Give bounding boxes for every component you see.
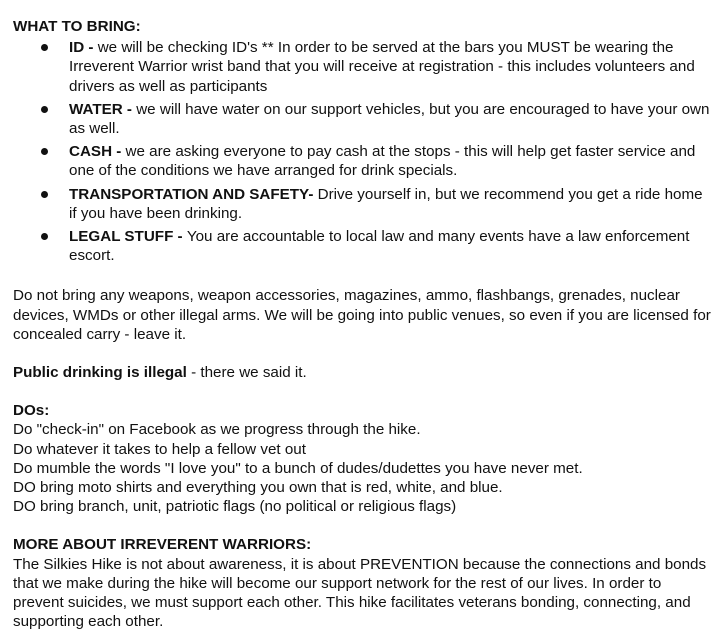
- bullet-icon: [41, 233, 48, 240]
- bullet-icon: [41, 191, 48, 198]
- about-heading: MORE ABOUT IRREVERENT WARRIORS:: [13, 536, 312, 554]
- dos-line: Do "check-in" on Facebook as we progress through the hike.: [13, 421, 421, 439]
- what-to-bring-list: [13, 38, 712, 265]
- item-label: LEGAL STUFF -: [69, 228, 187, 246]
- item-text: we will be checking ID's ** In order to be served at the bars you MUST be wearing the Irreverent Warrior wrist band that you will receive at registration - this includes volunteers and drivers as well as participants: [69, 39, 695, 95]
- bullet-icon: [41, 106, 48, 113]
- item-label: ID -: [69, 39, 98, 57]
- dos-line: DO bring moto shirts and everything you own that is red, white, and blue.: [13, 479, 503, 497]
- list-item-transportation: [13, 185, 712, 223]
- item-label: WATER -: [69, 100, 137, 118]
- item-text: Drive yourself in, but we recommend you get a ride home if you have been drinking.: [69, 185, 703, 222]
- public-drinking-rest: - there we said it.: [186, 364, 307, 382]
- dos-line: Do whatever it takes to help a fellow vet out: [13, 440, 306, 458]
- bullet-icon: [41, 44, 48, 51]
- list-item-water: [13, 100, 712, 138]
- dos-line: DO bring branch, unit, patriotic flags (no political or religious flags): [13, 498, 457, 516]
- what-to-bring-heading: WHAT TO BRING:: [13, 18, 141, 35]
- weapons-paragraph: Do not bring any weapons, weapon accessories, magazines, ammo, flashbangs, grenades, nuclear devices, WMDs or other illegal arms. We will be going into public venues, so even if you are licensed for concealed carry - leave it.: [13, 287, 711, 343]
- dos-heading: DOs:: [13, 402, 50, 420]
- dos-list: [13, 420, 712, 516]
- list-item-cash: [13, 142, 712, 180]
- dos-line: Do mumble the words "I love you" to a bunch of dudes/dudettes you have never met.: [13, 459, 583, 477]
- list-item-legal: [13, 227, 712, 265]
- item-text: we are asking everyone to pay cash at the stops - this will help get faster service and one of the conditions we have arranged for drink specials.: [69, 143, 696, 180]
- item-label: TRANSPORTATION AND SAFETY-: [69, 185, 318, 203]
- about-paragraph: The Silkies Hike is not about awareness, it is about PREVENTION because the connections and bonds that we make during the hike will become our support network for the rest of our lives. In order to prevent suicides, we must support each other. This hike facilitates veterans bonding, connecting, and supporting each other.: [13, 555, 707, 631]
- public-drinking-bold: Public drinking is illegal: [13, 364, 187, 382]
- list-item-id: [13, 38, 712, 96]
- item-text: You are accountable to local law and many events have a law enforcement escort.: [69, 228, 690, 265]
- bullet-icon: [41, 148, 48, 155]
- item-text: we will have water on our support vehicles, but you are encouraged to have your own as well.: [69, 100, 710, 138]
- item-label: CASH -: [69, 143, 126, 161]
- public-drinking-line: [13, 363, 712, 382]
